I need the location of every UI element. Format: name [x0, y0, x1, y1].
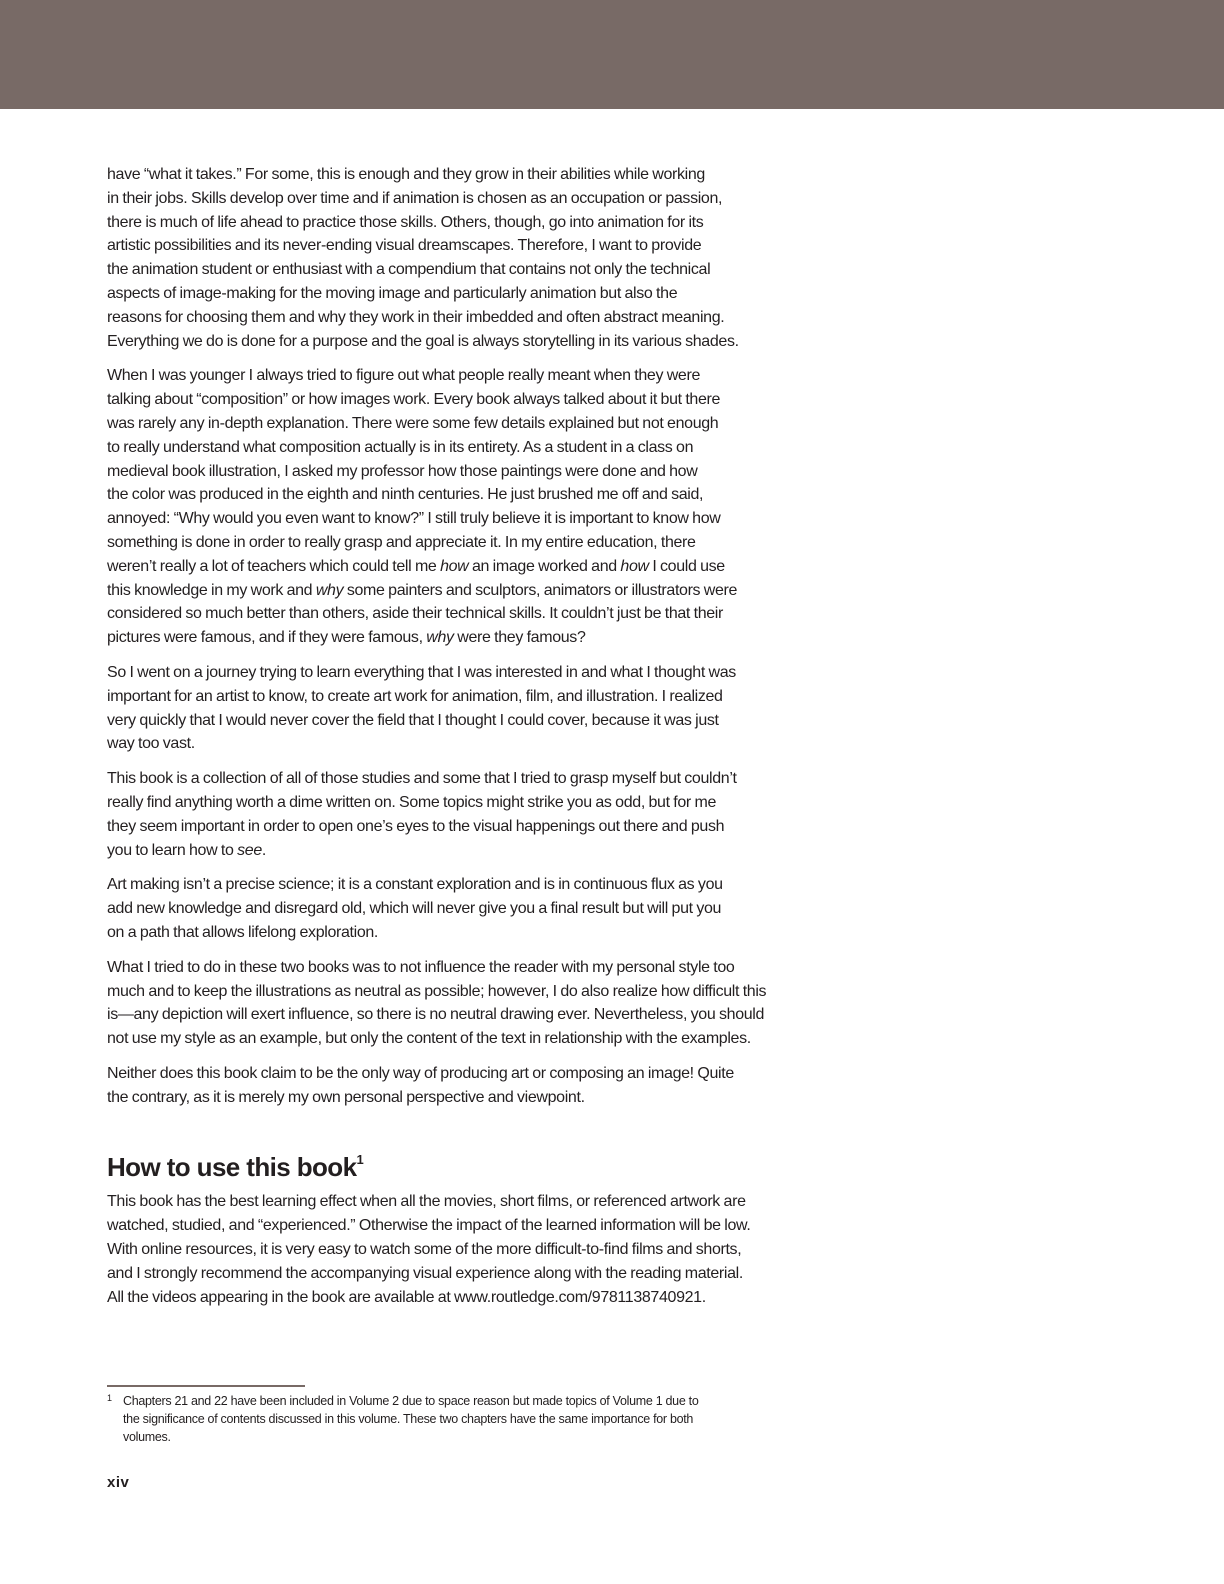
text-line: was rarely any in-depth explanation. There were some few details explained but not enough	[107, 414, 719, 432]
text-run: I could use	[648, 557, 725, 575]
text-line: to really understand what composition actually is in its entirety. As a student in a class on	[107, 438, 694, 456]
text-line: way too vast.	[107, 735, 195, 753]
text-line: they seem important in order to open one’s eyes to the visual happenings out there and push	[107, 817, 725, 835]
paragraph-7	[107, 1062, 827, 1110]
paragraph-2	[107, 364, 827, 650]
header-band	[0, 0, 1224, 109]
emphasis: why	[426, 629, 454, 647]
text-run: you to learn how to	[107, 841, 238, 859]
footnote-mark: 1	[107, 1393, 112, 1403]
text-line: and I strongly recommend the accompanying visual experience along with the reading material.	[107, 1264, 743, 1282]
text-line: the animation student or enthusiast with a compendium that contains not only the technical	[107, 261, 711, 279]
text-line: the contrary, as it is merely my own personal perspective and viewpoint.	[107, 1088, 585, 1106]
text-line: aspects of image-making for the moving image and particularly animation but also the	[107, 284, 678, 302]
text-line: add new knowledge and disregard old, which will never give you a final result but will put you	[107, 900, 722, 918]
section-paragraph	[107, 1190, 827, 1309]
text-line: When I was younger I always tried to figure out what people really meant when they were	[107, 367, 700, 385]
text-line	[107, 555, 827, 579]
text-run: some painters and sculptors, animators or illustrators were	[343, 581, 738, 599]
footnote-divider	[107, 1385, 305, 1387]
footnote-text	[123, 1392, 827, 1446]
text-line: This book is a collection of all of those studies and some that I tried to grasp myself but couldn’t	[107, 770, 737, 788]
text-line: much and to keep the illustrations as neutral as possible; however, I do also realize how difficult this	[107, 982, 767, 1000]
text-run: were they famous?	[453, 629, 586, 647]
emphasis: how	[440, 557, 469, 575]
text-line	[107, 579, 827, 603]
footnote-reference[interactable]: 1	[356, 1152, 364, 1168]
text-line: medieval book illustration, I asked my professor how those paintings were done and how	[107, 462, 698, 480]
text-line: the color was produced in the eighth and ninth centuries. He just brushed me off and said,	[107, 486, 704, 504]
emphasis: see	[237, 841, 262, 859]
paragraph-1	[107, 163, 827, 353]
text-line: really find anything worth a dime written on. Some topics might strike you as odd, but for me	[107, 793, 717, 811]
text-line: the significance of contents discussed in this volume. These two chapters have the same importance for both	[123, 1412, 694, 1426]
emphasis: how	[620, 557, 649, 575]
text-line: very quickly that I would never cover the field that I thought I could cover, because it was just	[107, 711, 719, 729]
text-line: have “what it takes.” For some, this is enough and they grow in their abilities while working	[107, 166, 705, 183]
text-line: annoyed: “Why would you even want to know?” I still truly believe it is important to know how	[107, 510, 721, 528]
text-line: So I went on a journey trying to learn everything that I was interested in and what I thought was	[107, 663, 736, 681]
text-run: this knowledge in my work and	[107, 581, 316, 599]
text-line: on a path that allows lifelong exploration.	[107, 923, 379, 941]
text-line: something is done in order to really grasp and appreciate it. In my entire education, there	[107, 533, 696, 551]
text-run: an image worked and	[468, 557, 621, 575]
heading-text: How to use this book	[107, 1152, 357, 1183]
paragraph-4	[107, 767, 827, 862]
text-line	[107, 626, 827, 650]
text-line: important for an artist to know, to create art work for animation, film, and illustration. I realized	[107, 687, 723, 705]
text-run: .	[261, 841, 267, 859]
body-text	[107, 163, 827, 1320]
text-run: pictures were famous, and if they were famous,	[107, 629, 427, 647]
text-line: Neither does this book claim to be the only way of producing art or composing an image! Quite	[107, 1064, 734, 1082]
text-line: volumes.	[123, 1430, 171, 1444]
page-number: xiv	[107, 1474, 130, 1491]
paragraph-5	[107, 873, 827, 944]
text-line: Chapters 21 and 22 have been included in Volume 2 due to space reason but made topics of Volume 1 due to	[123, 1394, 699, 1408]
text-line: considered so much better than others, aside their technical skills. It couldn’t just be that their	[107, 605, 723, 623]
paragraph-6	[107, 956, 827, 1051]
text-line: artistic possibilities and its never-ending visual dreamscapes. Therefore, I want to provide	[107, 237, 702, 255]
section-heading	[107, 1143, 827, 1184]
text-line: talking about “composition” or how images work. Every book always talked about it but there	[107, 391, 721, 409]
emphasis: why	[315, 581, 344, 599]
text-line: What I tried to do in these two books was to not influence the reader with my personal style too	[107, 958, 735, 976]
footnote	[107, 1392, 827, 1446]
text-line: watched, studied, and “experienced.” Otherwise the impact of the learned information will be low.	[107, 1217, 751, 1235]
text-line: reasons for choosing them and why they work in their imbedded and often abstract meaning.	[107, 308, 725, 326]
paragraph-3	[107, 661, 827, 756]
text-run: weren’t really a lot of teachers which could tell me	[107, 557, 441, 575]
text-line: Everything we do is done for a purpose and the goal is always storytelling in its various shades.	[107, 332, 739, 350]
text-line	[107, 839, 827, 863]
text-line: not use my style as an example, but only the content of the text in relationship with the examples.	[107, 1030, 751, 1048]
text-line: With online resources, it is very easy to watch some of the more difficult-to-find films and shorts,	[107, 1241, 742, 1259]
text-line: in their jobs. Skills develop over time and if animation is chosen as an occupation or passion,	[107, 189, 723, 207]
text-line: All the videos appearing in the book are available at www.routledge.com/9781138740921.	[107, 1288, 706, 1306]
text-line: This book has the best learning effect when all the movies, short films, or referenced artwork are	[107, 1193, 746, 1211]
text-line: is—any depiction will exert influence, so there is no neutral drawing ever. Nevertheless, you should	[107, 1006, 765, 1024]
text-line: Art making isn’t a precise science; it is a constant exploration and is in continuous flux as you	[107, 876, 723, 894]
text-line: there is much of life ahead to practice those skills. Others, though, go into animation for its	[107, 213, 704, 231]
